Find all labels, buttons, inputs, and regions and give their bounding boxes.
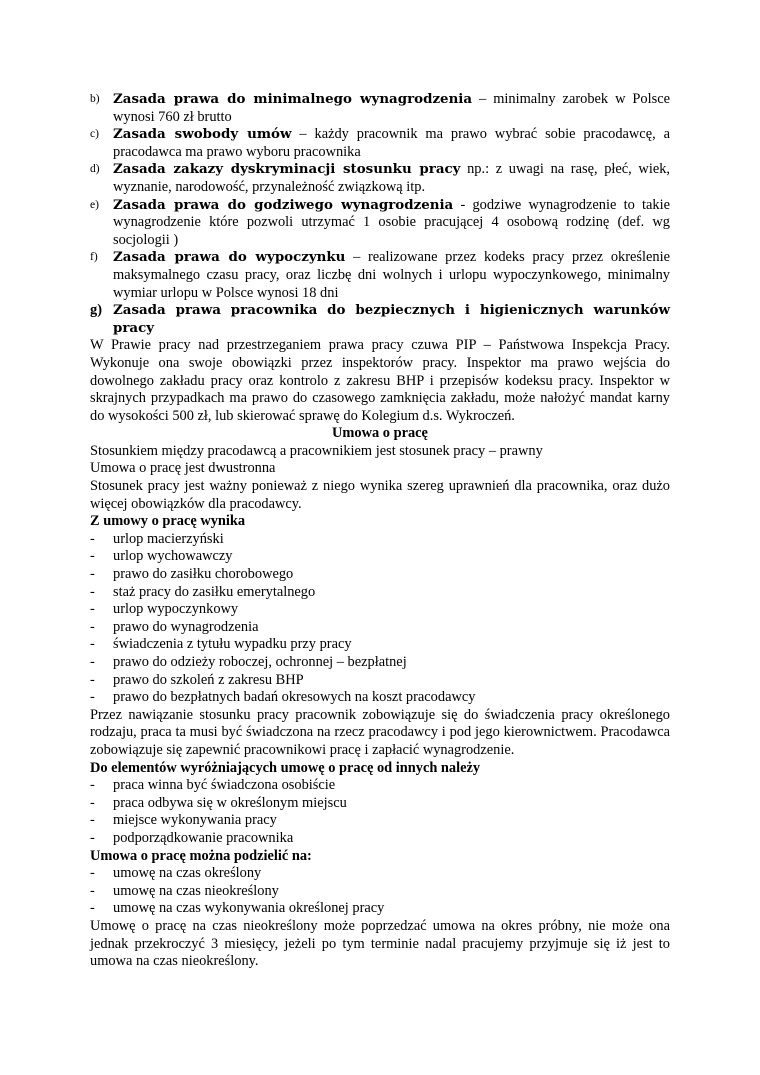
list-marker: g)	[90, 302, 102, 319]
obligation-paragraph: Przez nawiązanie stosunku pracy pracownik zobowiązuje się do świadczenia pracy określonego rodzaju, praca ta musi być świadczona na rzecz pracodawcy i pod jego kierownictwem. Pracodawca zobowiązuje się zapewnić pracownikowi pracę i zapłacić wynagrodzenie.	[90, 706, 670, 758]
list-item	[90, 830, 670, 848]
list-marker: c)	[90, 128, 99, 141]
list-item	[90, 672, 670, 690]
intro-line: Stosunek pracy jest ważny ponieważ z niego wynika szereg uprawnień dla pracownika, oraz dużo więcej obowiązków dla pracodawcy.	[90, 478, 670, 512]
list-item	[90, 883, 670, 901]
principle-title: Zasada zakazy dyskryminacji stosunku pracy	[113, 161, 461, 178]
closing-paragraph: Umowę o pracę na czas nieokreślony może poprzedzać umowa na okres próbny, nie może ona jednak przekroczyć 3 miesięcy, jeżeli po tym terminie nadal pracujemy przyjmuje się iż jest to umowa na czas nieokreślony.	[90, 917, 670, 970]
section-title: Umowa o pracę	[332, 425, 428, 442]
dash-marker: -	[90, 794, 95, 811]
list-item-text: urlop wychowawczy	[113, 548, 233, 565]
list-item	[90, 584, 670, 602]
dash-marker: -	[90, 777, 95, 794]
list-item-text: prawo do wynagrodzenia	[113, 618, 259, 635]
principle-title: Zasada prawa do godziwego wynagrodzenia	[113, 196, 454, 213]
dash-marker: -	[90, 618, 95, 635]
principle-text: – minimalny zarobek w Polsce wynosi 760 zł brutto	[113, 91, 671, 125]
list-item-text: miejsce wykonywania pracy	[113, 812, 277, 829]
list-item-text: urlop wypoczynkowy	[113, 601, 239, 618]
rights-heading: Z umowy o pracę wynika	[90, 513, 246, 530]
principle-title: Zasada swobody umów	[113, 126, 292, 143]
principle-text: – realizowane przez kodeks pracy przez określenie maksymalnego czasu pracy, oraz liczbę dni wolnych i urlopu wypoczynkowego, minimalny wymiar urlopu w Polsce wynosi 18 dni	[113, 249, 670, 301]
principle-text: – każdy pracownik ma prawo wybrać sobie pracodawcę, a pracodawca ma prawo wyboru pracownika	[113, 126, 670, 160]
list-item	[90, 900, 670, 918]
list-item	[90, 566, 670, 584]
list-item	[90, 812, 670, 830]
list-item-text: prawo do bezpłatnych badań okresowych na koszt pracodawcy	[113, 689, 476, 706]
dash-marker: -	[90, 566, 95, 583]
principle-title: Zasada prawa do minimalnego wynagrodzenia	[113, 91, 473, 107]
dash-marker: -	[90, 689, 95, 706]
dash-marker: -	[90, 530, 95, 547]
dash-marker: -	[90, 583, 95, 600]
principle-f	[90, 249, 670, 302]
list-item	[90, 795, 670, 813]
dash-marker: -	[90, 865, 95, 882]
principle-c	[90, 126, 670, 161]
principle-b	[90, 91, 670, 126]
intro-line: Umowa o pracę jest dwustronna	[90, 460, 276, 477]
dash-marker: -	[90, 812, 95, 829]
list-item-text: prawo do zasiłku chorobowego	[113, 566, 294, 583]
types-list	[90, 865, 670, 918]
list-item	[90, 777, 670, 795]
dash-marker: -	[90, 671, 95, 688]
list-marker: f)	[90, 251, 98, 264]
list-item-text: umowę na czas wykonywania określonej pracy	[113, 900, 385, 917]
pip-paragraph: W Prawie pracy nad przestrzeganiem prawa pracy czuwa PIP – Państwowa Inspekcja Pracy. Wykonuje ona swoje obowiązki przez inspektorów pracy. Inspektor ma prawo wejścia do dowolnego zakładu pracy oraz kontrolo z zakresu BHP i przepisów kodeksu pracy. Inspektor w skrajnych przypadkach ma prawo do czasowego zamknięcia zakładu, może nałożyć mandat karny do wysokości 500 zł, lub skierować sprawę do Kolegium d.s. Wykroczeń.	[90, 337, 670, 424]
list-item	[90, 601, 670, 619]
principle-title: Zasada prawa do wypoczynku	[113, 249, 346, 266]
elements-list	[90, 777, 670, 847]
dash-marker: -	[90, 636, 95, 653]
rights-list	[90, 531, 670, 707]
principle-d	[90, 161, 670, 196]
dash-marker: -	[90, 900, 95, 917]
principle-text: np.: z uwagi na rasę, płeć, wiek, wyznanie, narodowość, przynależność związkową itp.	[113, 161, 670, 195]
list-item-text: praca odbywa się w określonym miejscu	[113, 794, 347, 811]
principle-e	[90, 197, 670, 250]
list-item-text: prawo do odzieży roboczej, ochronnej – bezpłatnej	[113, 654, 407, 670]
list-marker: d)	[90, 163, 100, 176]
dash-marker: -	[90, 601, 95, 618]
list-item	[90, 531, 670, 549]
list-marker: b)	[90, 93, 100, 105]
list-item-text: świadczenia z tytułu wypadku przy pracy	[113, 636, 352, 653]
list-item-text: urlop macierzyński	[113, 530, 224, 547]
list-item	[90, 865, 670, 883]
list-item-text: prawo do szkoleń z zakresu BHP	[113, 671, 304, 688]
list-item-text: podporządkowanie pracownika	[113, 829, 294, 846]
list-item	[90, 654, 670, 672]
list-item	[90, 548, 670, 566]
list-marker: e)	[90, 198, 99, 211]
elements-heading: Do elementów wyróżniających umowę o pracę od innych należy	[90, 759, 481, 776]
dash-marker: -	[90, 829, 95, 846]
list-item-text: umowę na czas nieokreślony	[113, 882, 279, 899]
list-item	[90, 636, 670, 654]
intro-line: Stosunkiem między pracodawcą a pracownikiem jest stosunek pracy – prawny	[90, 442, 543, 459]
list-item-text: umowę na czas określony	[113, 865, 262, 882]
list-item-text: praca winna być świadczona osobiście	[113, 777, 336, 794]
dash-marker: -	[90, 882, 95, 899]
types-heading: Umowa o pracę można podzielić na:	[90, 847, 312, 864]
principle-g	[90, 302, 670, 337]
list-item-text: staż pracy do zasiłku emerytalnego	[113, 583, 316, 600]
principle-text: - godziwe wynagrodzenie to takie wynagrodzenie które pozwoli utrzymać 1 osobie pracującej 4 osobową rodzinę (def. wg socjologii )	[113, 196, 670, 248]
dash-marker: -	[90, 548, 95, 565]
list-item	[90, 619, 670, 637]
principle-title: Zasada prawa pracownika do bezpiecznych i higienicznych warunków pracy	[113, 302, 670, 336]
list-item	[90, 689, 670, 707]
dash-marker: -	[90, 654, 95, 670]
